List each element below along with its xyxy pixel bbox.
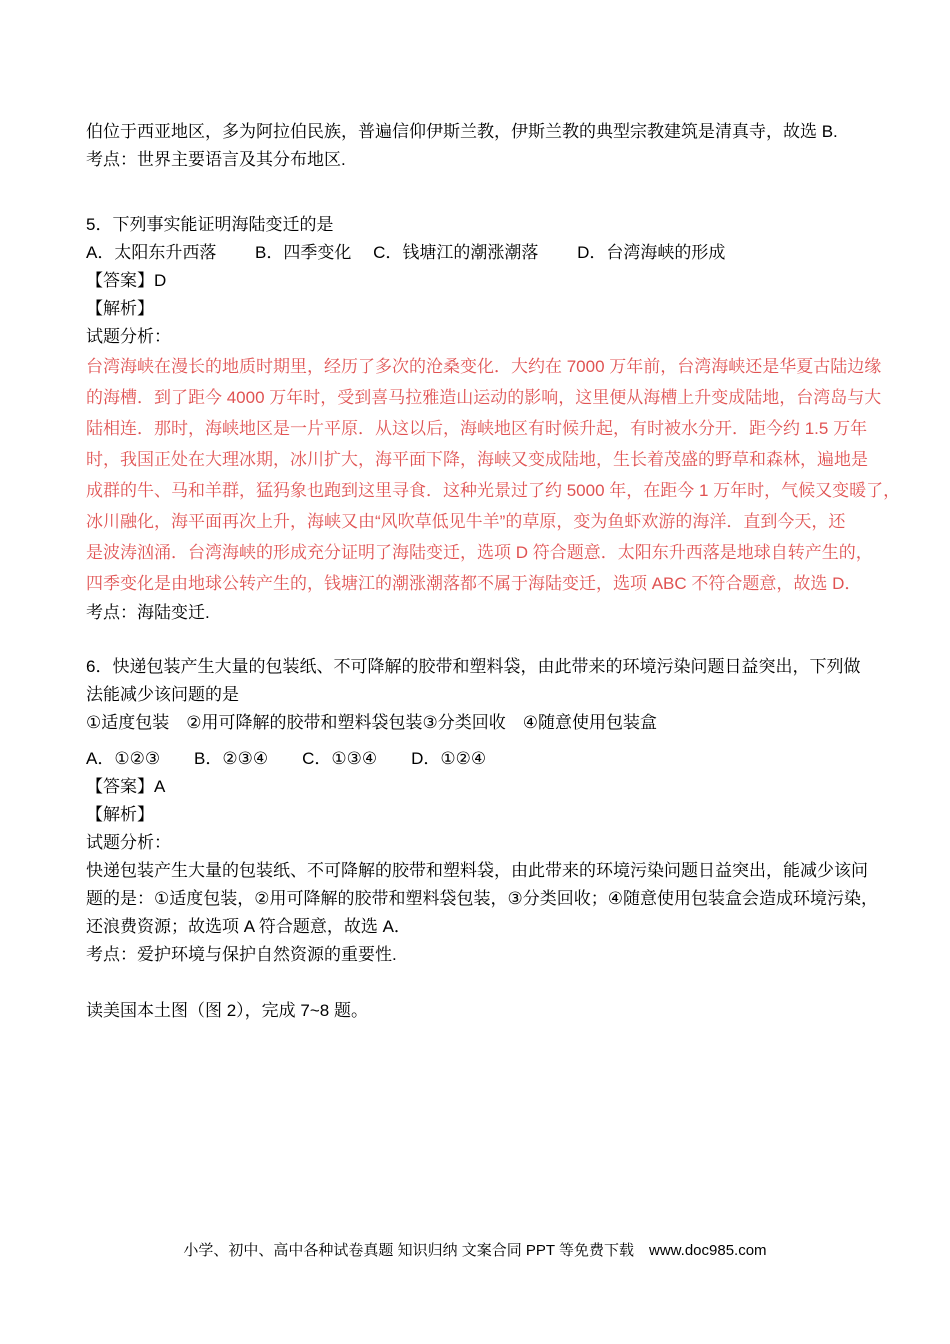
question5-answer: 【答案】D: [86, 271, 167, 290]
analysis-line: 四季变化是由地球公转产生的，钱塘江的潮涨潮落都不属于海陆变迁，选项 ABC 不符合题意，故选 D．: [86, 574, 862, 593]
analysis-line: 快递包装产生大量的包装纸、不可降解的胶带和塑料袋，由此带来的环境污染问题日益突出，能减少该问: [86, 861, 868, 880]
question5-stem: 5．下列事实能证明海陆变迁的是: [86, 215, 334, 234]
analysis-line: 陆相连．那时，海峡地区是一片平原．从这以后，海峡地区有时候升起，有时被水分开．距今约 1.5 万年: [86, 419, 868, 438]
question6-jiexi-label: 【解析】: [86, 805, 154, 824]
question6-answer: 【答案】A: [86, 777, 166, 796]
analysis-line: 成群的牛、马和羊群，猛犸象也跑到这里寻食．这种光景过了约 5000 年，在距今 1 万年时，气候又变暖了，: [86, 481, 901, 500]
question5-analysis-text: [86, 351, 901, 599]
analysis-line: 冰川融化，海平面再次上升，海峡又由“风吹草低见牛羊”的草原，变为鱼虾欢游的海洋．直到今天，还: [86, 512, 846, 531]
analysis-line: 题的是：①适度包装，②用可降解的胶带和塑料袋包装，③分类回收；④随意使用包装盒会造成环境污染，: [86, 889, 878, 908]
document-content: [86, 118, 901, 1025]
question6-options: A．①②③ B．②③④ C．①③④ D．①②④: [86, 749, 487, 768]
analysis-line: 的海槽．到了距今 4000 万年时，受到喜马拉雅造山运动的影响，这里便从海槽上升变成陆地，台湾岛与大: [86, 388, 882, 407]
question6-analysis-text: [86, 857, 878, 941]
question6-kaodian: 考点：爱护环境与保护自然资源的重要性.: [86, 945, 397, 964]
prev-answer-tail-text: 伯位于西亚地区，多为阿拉伯民族，普遍信仰伊斯兰教，伊斯兰教的典型宗教建筑是清真寺，故选 B.: [86, 122, 838, 141]
question6-analysis-label: 试题分析：: [86, 833, 171, 852]
question-5: [86, 211, 901, 627]
question-6: [86, 653, 878, 969]
analysis-line: 时，我国正处在大理冰期，冰川扩大，海平面下降，海峡又变成陆地，生长着茂盛的野草和森林，遍地是: [86, 450, 868, 469]
question5-analysis-label: 试题分析：: [86, 327, 171, 346]
analysis-line: 是波涛汹涌．台湾海峡的形成充分证明了海陆变迁，选项 D 符合题意．太阳东升西落是地球自转产生的，: [86, 543, 873, 562]
question5-jiexi-label: 【解析】: [86, 299, 154, 318]
question6-stem-line2: 法能减少该问题的是: [86, 685, 239, 704]
question6-items: ①适度包装 ②用可降解的胶带和塑料袋包装③分类回收 ④随意使用包装盒: [86, 713, 657, 732]
footer-watermark: 小学、初中、高中各种试卷真题 知识归纳 文案合同 PPT 等免费下载 www.doc985.com: [183, 1242, 767, 1259]
analysis-line: 还浪费资源；故选项 A 符合题意，故选 A．: [86, 917, 411, 936]
analysis-line: 台湾海峡在漫长的地质时期里，经历了多次的沧桑变化．大约在 7000 万年前，台湾海峡还是华夏古陆边缘: [86, 357, 882, 376]
question5-kaodian: 考点：海陆变迁.: [86, 603, 210, 622]
question6-stem-line1: 6．快递包装产生大量的包装纸、不可降解的胶带和塑料袋，由此带来的环境污染问题日益突出，下列做: [86, 657, 861, 676]
transition-text: 读美国本土图（图 2），完成 7~8 题。: [86, 1001, 368, 1020]
question5-options: A．太阳东升西落 B．四季变化 C．钱塘江的潮涨潮落 D．台湾海峡的形成: [86, 243, 726, 262]
prev-answer-kaodian: 考点：世界主要语言及其分布地区.: [86, 150, 346, 169]
